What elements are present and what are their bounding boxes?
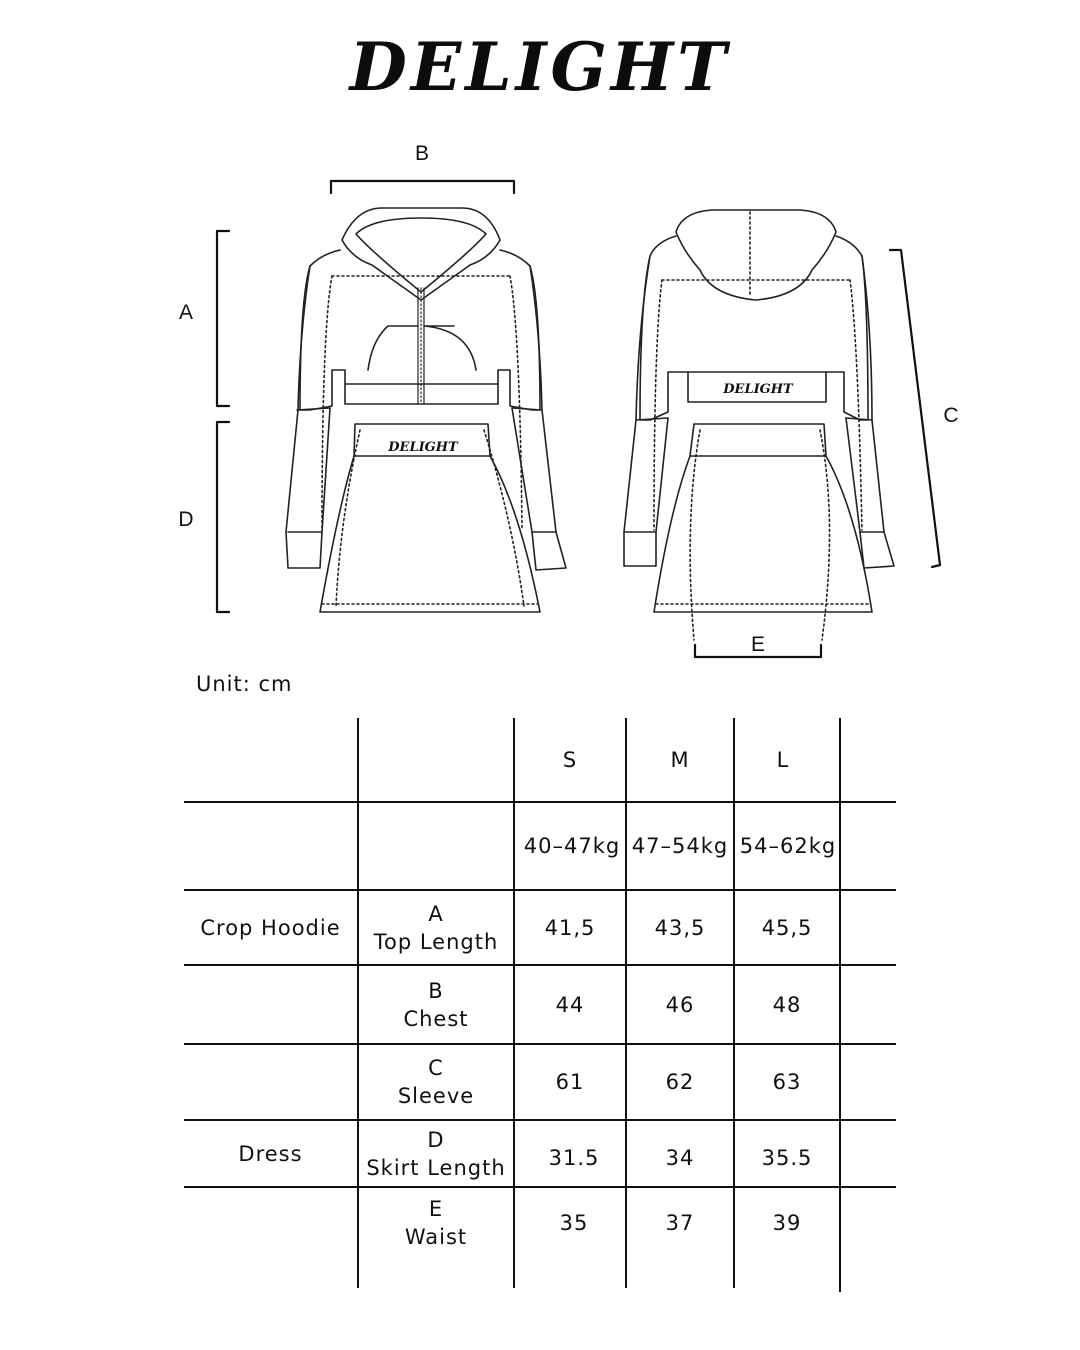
unit-label: Unit: cm bbox=[196, 672, 293, 696]
row-e-s: 35 bbox=[559, 1211, 589, 1235]
row-c-l: 63 bbox=[772, 1070, 802, 1094]
row-b-m: 46 bbox=[665, 992, 695, 1017]
row-code: E bbox=[428, 1197, 444, 1221]
label-b: B bbox=[414, 142, 430, 165]
row-c-s: 61 bbox=[555, 1070, 585, 1094]
row-a-label bbox=[359, 891, 513, 964]
row-code: C bbox=[428, 1056, 444, 1080]
row-b-l: 48 bbox=[772, 992, 802, 1017]
brand-logo: DELIGHT bbox=[349, 28, 731, 106]
back-top-logo: DELIGHT bbox=[723, 382, 793, 397]
row-c-m: 62 bbox=[665, 1070, 695, 1094]
row-c-label bbox=[359, 1045, 513, 1119]
row-d-m: 34 bbox=[665, 1145, 695, 1170]
group-label bbox=[184, 966, 357, 1043]
row-name: Sleeve bbox=[397, 1084, 475, 1108]
weight-m: 47–54kg bbox=[631, 834, 729, 858]
group-label bbox=[184, 1045, 357, 1119]
row-name: Waist bbox=[404, 1225, 468, 1249]
row-e-m: 37 bbox=[665, 1211, 695, 1235]
row-a-m: 43,5 bbox=[654, 915, 706, 940]
row-code: B bbox=[428, 978, 444, 1003]
size-header-l: L bbox=[776, 747, 790, 772]
row-d-s: 31.5 bbox=[548, 1145, 600, 1170]
weight-s: 40–47kg bbox=[523, 834, 621, 858]
row-a-s: 41,5 bbox=[544, 915, 596, 940]
row-d-label bbox=[359, 1121, 513, 1186]
group-label bbox=[184, 1188, 357, 1258]
row-e-label bbox=[359, 1188, 513, 1258]
label-a: A bbox=[178, 301, 194, 324]
group-label: Crop Hoodie bbox=[200, 915, 341, 940]
row-d-l: 35.5 bbox=[761, 1145, 813, 1170]
row-a-l: 45,5 bbox=[761, 915, 813, 940]
row-b-s: 44 bbox=[555, 992, 585, 1017]
row-name: Chest bbox=[403, 1006, 469, 1031]
label-e: E bbox=[750, 633, 766, 656]
size-header-m: M bbox=[670, 747, 690, 772]
row-name: Skirt Length bbox=[366, 1155, 506, 1180]
row-b-label bbox=[359, 966, 513, 1043]
row-code: D bbox=[427, 1127, 445, 1152]
skirt-front-logo: DELIGHT bbox=[388, 440, 458, 455]
group-label: Dress bbox=[238, 1141, 303, 1166]
label-d: D bbox=[178, 508, 194, 531]
weight-l: 54–62kg bbox=[739, 834, 837, 858]
row-e-l: 39 bbox=[772, 1211, 802, 1235]
size-header-s: S bbox=[562, 747, 578, 772]
label-c: C bbox=[943, 404, 959, 427]
row-name: Top Length bbox=[373, 929, 499, 954]
row-code: A bbox=[428, 901, 444, 926]
